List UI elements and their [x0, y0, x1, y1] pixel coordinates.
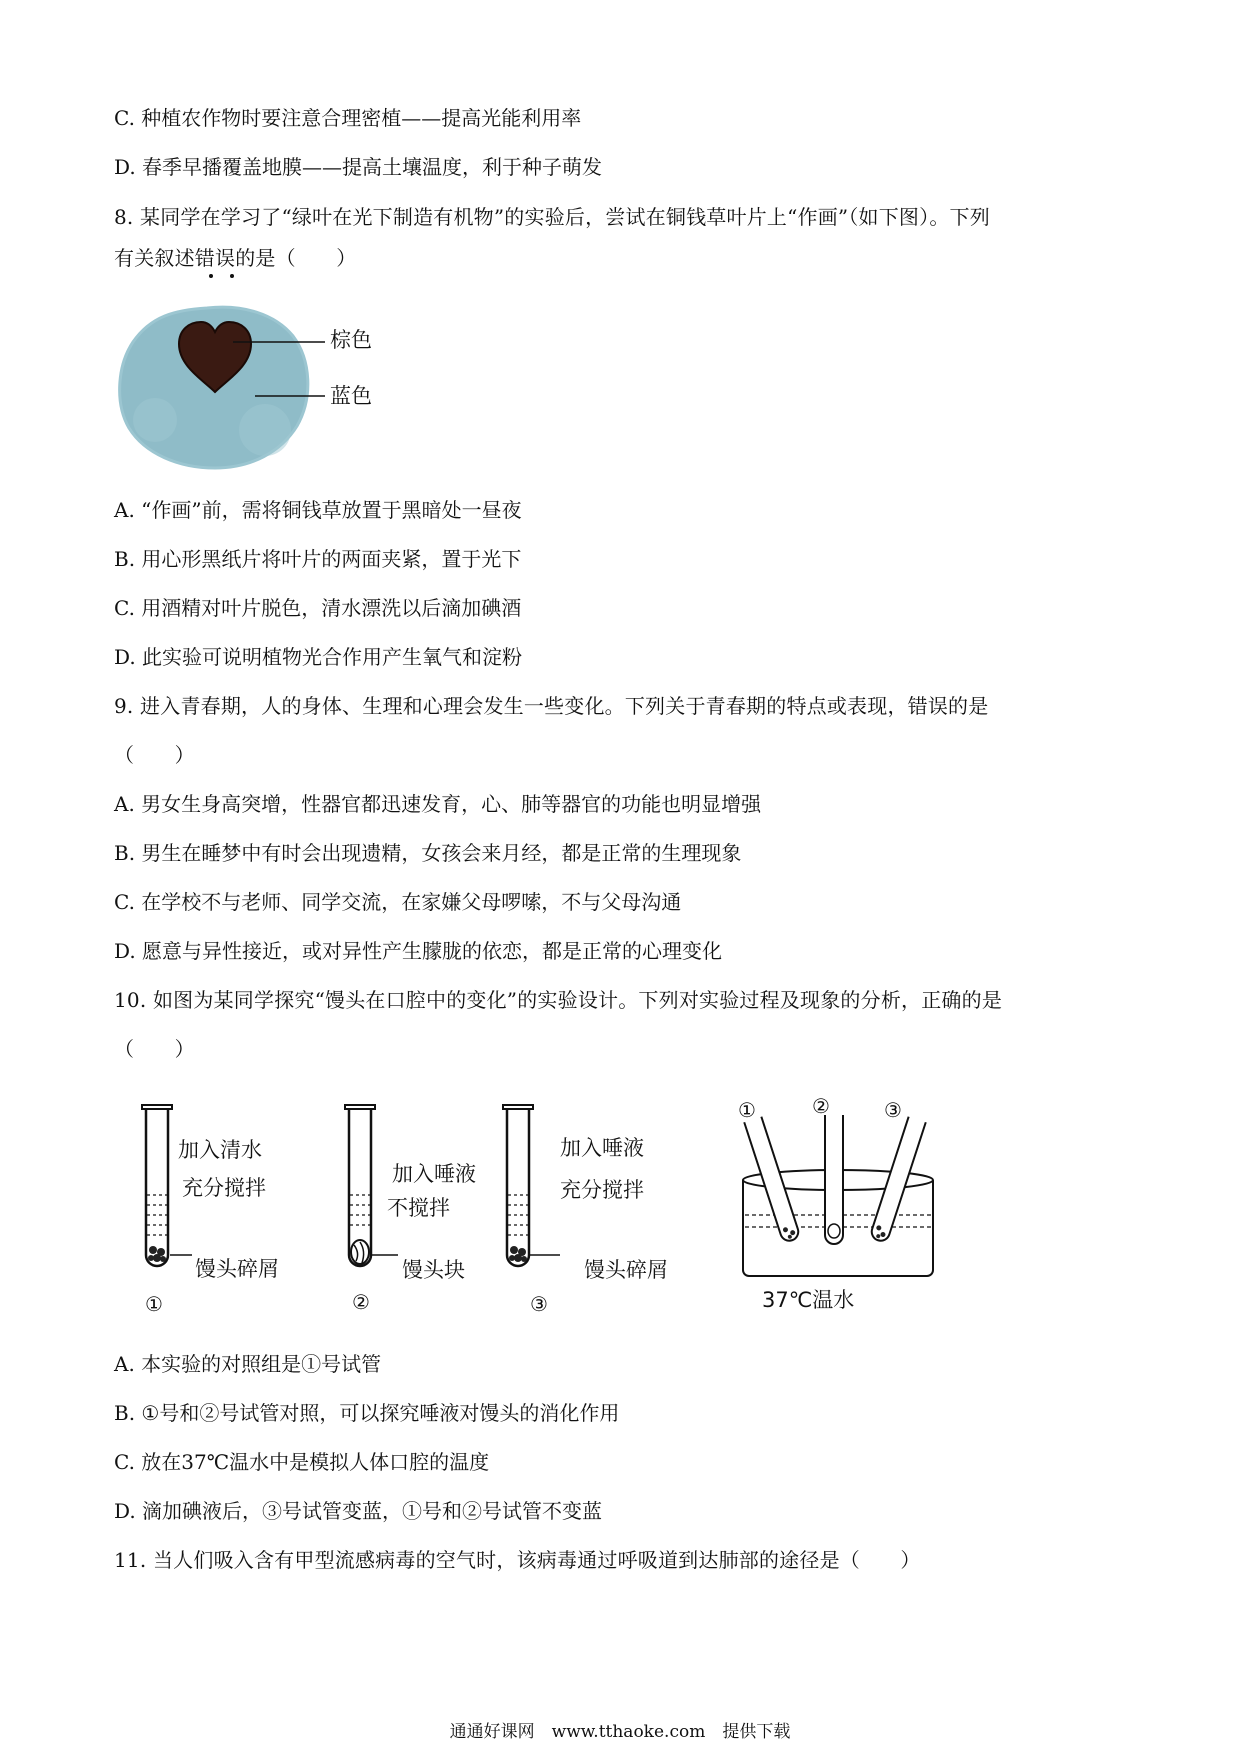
option-9d: D. 愿意与异性接近，或对异性产生朦胧的依恋，都是正常的心理变化 [114, 939, 723, 963]
question-10-stem-cont: （ ） [114, 1037, 195, 1061]
option-8d: D. 此实验可说明植物光合作用产生氧气和淀粉 [114, 645, 523, 669]
question-9-stem-cont: （ ） [114, 743, 195, 767]
option-7d: D. 春季早播覆盖地膜——提高土壤温度，利于种子萌发 [114, 155, 603, 179]
tube-3-bottom-label: 馒头碎屑 [584, 1258, 668, 1282]
emphasis-dots [205, 272, 245, 280]
question-10-stem: 10. 如图为某同学探究“馒头在口腔中的变化”的实验设计。下列对实验过程及现象的分析，正确的是 [114, 988, 1003, 1012]
option-9b: B. 男生在睡梦中有时会出现遗精，女孩会来月经，都是正常的生理现象 [114, 841, 742, 865]
option-8a: A. “作画”前，需将铜钱草放置于黑暗处一昼夜 [114, 498, 522, 522]
tube-2 [345, 1105, 398, 1266]
option-9c: C. 在学校不与老师、同学交流，在家嫌父母啰嗦，不与父母沟通 [114, 890, 682, 914]
option-10c: C. 放在37℃温水中是模拟人体口腔的温度 [114, 1450, 490, 1474]
option-8c: C. 用酒精对叶片脱色，清水漂洗以后滴加碘酒 [114, 596, 522, 620]
tube-3-label-2: 充分搅拌 [560, 1178, 644, 1202]
tube-2-label-1: 加入唾液 [392, 1162, 476, 1186]
option-10d: D. 滴加碘液后，③号试管变蓝，①号和②号试管不变蓝 [114, 1499, 603, 1523]
beaker-number-2: ② [812, 1094, 830, 1118]
beaker-number-1: ① [738, 1098, 756, 1122]
page-footer: 通通好课网 www.tthaoke.com 提供下载 [449, 1722, 791, 1742]
option-8b: B. 用心形黑纸片将叶片的两面夹紧，置于光下 [114, 547, 522, 571]
tube-3 [503, 1105, 560, 1266]
question-9-stem: 9. 进入青春期，人的身体、生理和心理会发生一些变化。下列关于青春期的特点或表现，错误的是 [114, 694, 989, 718]
question-11-stem: 11. 当人们吸入含有甲型流感病毒的空气时，该病毒通过呼吸道到达肺部的途径是（ ） [114, 1548, 921, 1572]
beaker [743, 1115, 933, 1276]
tube-2-number: ② [352, 1290, 370, 1314]
option-9a: A. 男女生身高突增，性器官都迅速发育，心、肺等器官的功能也明显增强 [114, 792, 762, 816]
tube-3-label-1: 加入唾液 [560, 1136, 644, 1160]
beaker-caption: 37℃温水 [762, 1288, 855, 1312]
question-8-stem-cont: 有关叙述错误的是（ ） [114, 246, 357, 270]
question-8-stem: 8. 某同学在学习了“绿叶在光下制造有机物”的实验后，尝试在铜钱草叶片上“作画”（如下图）。下列 [114, 205, 990, 229]
tube-1-number: ① [145, 1292, 163, 1316]
tube-1-label-2: 充分搅拌 [182, 1176, 266, 1200]
label-brown: 棕色 [330, 328, 372, 352]
tube-1-label-1: 加入清水 [178, 1138, 262, 1162]
tube-2-bottom-label: 馒头块 [402, 1258, 465, 1282]
tube-1-bottom-label: 馒头碎屑 [195, 1257, 279, 1281]
beaker-number-3: ③ [884, 1098, 902, 1122]
option-10a: A. 本实验的对照组是①号试管 [114, 1352, 382, 1376]
option-7c: C. 种植农作物时要注意合理密植——提高光能利用率 [114, 106, 582, 130]
option-10b: B. ①号和②号试管对照，可以探究唾液对馒头的消化作用 [114, 1401, 620, 1425]
label-blue: 蓝色 [330, 384, 372, 408]
tube-3-number: ③ [530, 1292, 548, 1316]
tube-2-label-2: 不搅拌 [387, 1196, 450, 1220]
